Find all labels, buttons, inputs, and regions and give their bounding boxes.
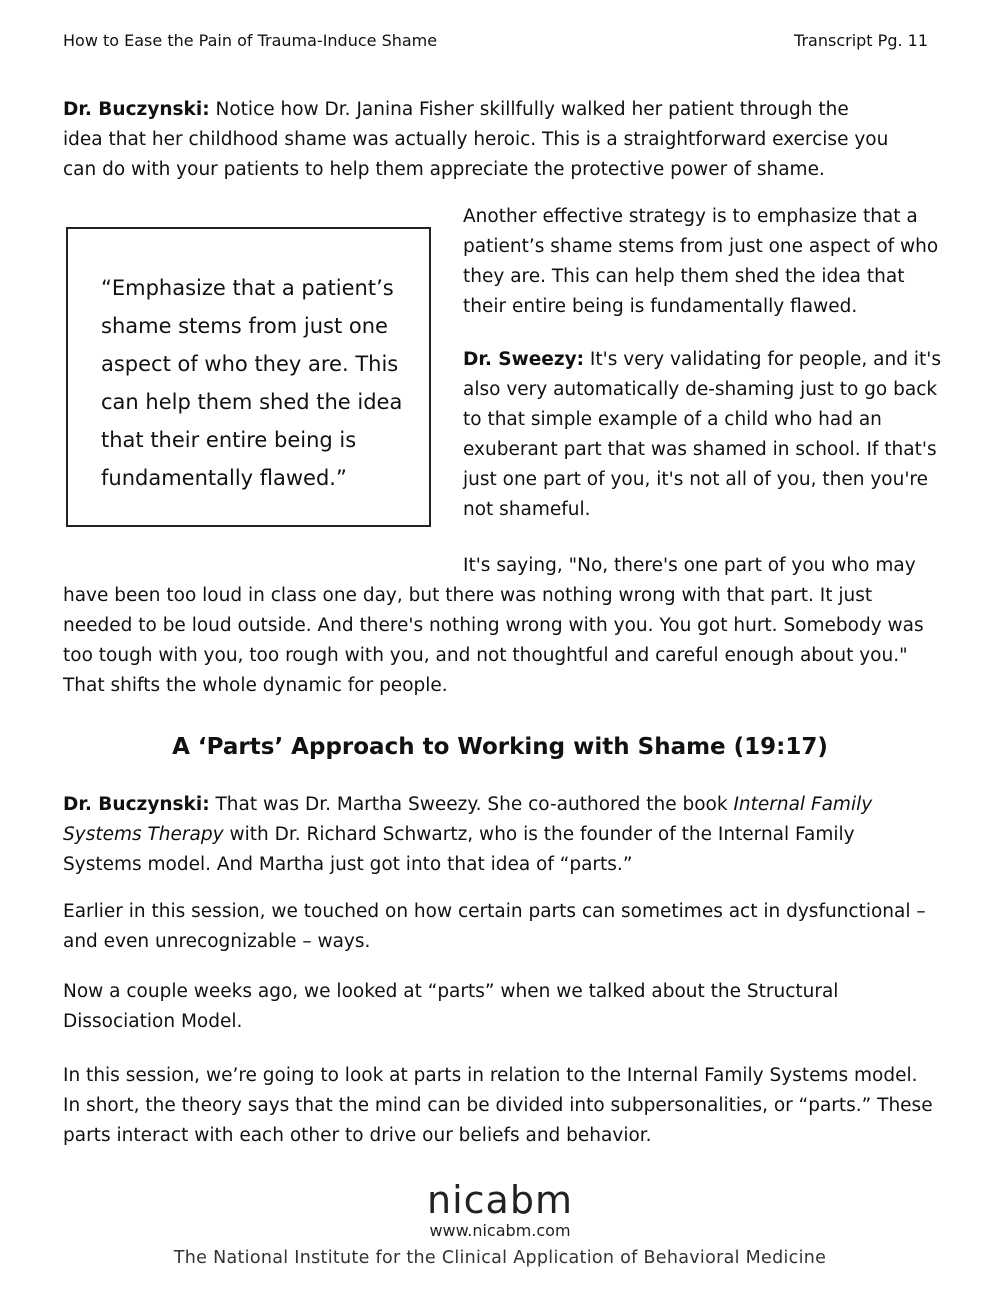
- paragraph-earlier: [63, 897, 938, 957]
- paragraph-text: It's very validating for people, and it's also very automatically de-shaming just to go back to that simple example of a child who had an exuberant part that was shamed in school. If that's just one part of you, it's not all of you, then you're not shameful.: [463, 349, 941, 520]
- paragraph-strategy: [463, 202, 943, 322]
- nicabm-logo: nicabm: [427, 1178, 573, 1222]
- document-title: How to Ease the Pain of Trauma-Induce Shame: [63, 31, 438, 50]
- paragraph-structural: [63, 977, 863, 1037]
- paragraph-text: Notice how Dr. Janina Fisher skillfully walked her patient through the idea that her childhood shame was actually heroic. This is a straightforward exercise you can do with your patients to help them appreciate the protective power of shame.: [63, 99, 889, 180]
- paragraph-text: have been too loud in class one day, but there was nothing wrong with that part. It just needed to be loud outside. And there's nothing wrong with you. You got hurt. Somebody was too tough with you, too rough with you, and not thoughtful and careful enough about you." That shifts the whole dynamic for people.: [63, 585, 924, 696]
- section-heading: A ‘Parts’ Approach to Working with Shame (19:17): [172, 734, 828, 760]
- paragraph-text: Now a couple weeks ago, we looked at “parts” when we talked about the Structural Dissociation Model.: [63, 981, 839, 1032]
- page-number: Transcript Pg. 11: [794, 31, 928, 50]
- pull-quote-text: “Emphasize that a patient’s shame stems from just one aspect of who they are. This can help them shed the idea that their entire being is fundamentally flawed.”: [101, 276, 403, 490]
- footer-organization: The National Institute for the Clinical Application of Behavioral Medicine: [173, 1248, 827, 1268]
- pull-quote-box: [66, 227, 431, 527]
- book-title: Internal Family Systems Therapy: [63, 794, 873, 845]
- speaker-name: Dr. Buczynski:: [63, 794, 210, 815]
- paragraph-its-saying-first-line: [463, 551, 943, 581]
- paragraph-text: Earlier in this session, we touched on how certain parts can sometimes act in dysfunctional – and even unrecognizable – ways.: [63, 901, 926, 952]
- paragraph-ifs: [63, 1061, 938, 1151]
- paragraph-text: In this session, we’re going to look at parts in relation to the Internal Family Systems model. In short, the theory says that the mind can be divided into subpersonalities, or “parts.” These parts interact with each other to drive our beliefs and behavior.: [63, 1065, 933, 1146]
- speaker-name: Dr. Sweezy:: [463, 349, 585, 370]
- paragraph-sweezy: [463, 345, 943, 525]
- paragraph-buczynski-intro: [63, 95, 893, 185]
- paragraph-text: Another effective strategy is to emphasize that a patient’s shame stems from just one aspect of who they are. This can help them shed the idea that their entire being is fundamentally flawed.: [463, 206, 939, 317]
- paragraph-buczynski-parts: [63, 790, 938, 880]
- paragraph-its-saying: [63, 581, 938, 701]
- paragraph-text: That was Dr. Martha Sweezy. She co-authored the book: [209, 794, 734, 815]
- paragraph-text: It's saying, "No, there's one part of you who may: [463, 555, 916, 576]
- page-header: [63, 28, 928, 54]
- paragraph-text: with Dr. Richard Schwartz, who is the founder of the Internal Family Systems model. And Martha just got into that idea of “parts.”: [63, 824, 855, 875]
- speaker-name: Dr. Buczynski:: [63, 99, 210, 120]
- footer-url: www.nicabm.com: [429, 1221, 571, 1240]
